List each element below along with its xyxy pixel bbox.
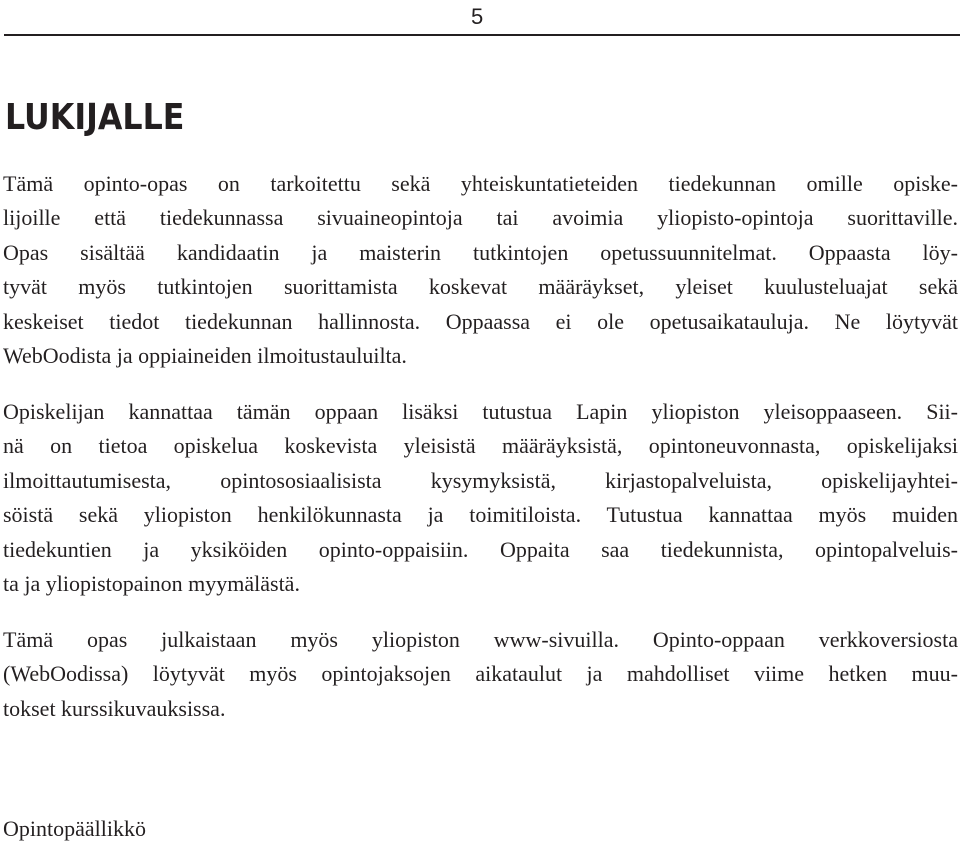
paragraph-line: (WebOodissa) löytyvät myös opintojaksojen aikataulut ja mahdolliset viime hetken muu- bbox=[3, 661, 958, 687]
paragraph-line: WebOodista ja oppiaineiden ilmoitustauluilta. bbox=[3, 343, 407, 369]
paragraph-intro bbox=[3, 167, 958, 373]
paragraph-line: Opiskelijan kannattaa tämän oppaan lisäksi tutustua Lapin yliopiston yleisoppaaseen. Sii- bbox=[3, 399, 958, 424]
paragraph-line: Tämä opinto-opas on tarkoitettu sekä yhteiskuntatieteiden tiedekunnan omille opiske- bbox=[3, 171, 958, 196]
paragraph-line: Opas sisältää kandidaatin ja maisterin tutkintojen opetussuunnitelmat. Oppaasta löy- bbox=[3, 239, 958, 265]
paragraph-web-version bbox=[3, 623, 958, 726]
paragraph-line: söistä sekä yliopiston henkilökunnasta ja toimitiloista. Tutustua kannattaa myös muiden bbox=[3, 502, 958, 528]
paragraph-line: keskeiset tiedot tiedekunnan hallinnosta. Oppaassa ei ole opetusaikatauluja. Ne löytyvät bbox=[3, 308, 958, 334]
page-heading: LUKIJALLE bbox=[5, 97, 185, 138]
paragraph-line: lijoille että tiedekunnassa sivuaineopintoja tai avoimia yliopisto-opintoja suorittaville. bbox=[3, 205, 958, 231]
paragraph-line: nä on tietoa opiskelua koskevista yleisistä määräyksistä, opintoneuvonnasta, opiskelijaksi bbox=[3, 433, 958, 459]
paragraph-line: ilmoittautumisesta, opintososiaalisista kysymyksistä, kirjastopalveluista, opiskelijayhtei- bbox=[3, 467, 958, 493]
page-number: 5 bbox=[471, 4, 484, 29]
signature: Opintopäällikkö bbox=[3, 816, 146, 841]
paragraph-line: Tämä opas julkaistaan myös yliopiston www-sivuilla. Opinto-oppaan verkkoversiosta bbox=[3, 627, 958, 652]
paragraph-line: ta ja yliopistopainon myymälästä. bbox=[3, 571, 300, 597]
paragraph-line: tiedekuntien ja yksiköiden opinto-oppaisiin. Oppaita saa tiedekunnista, opintopalveluis- bbox=[3, 536, 958, 562]
paragraph-line: tyvät myös tutkintojen suorittamista koskevat määräykset, yleiset kuulusteluajat sekä bbox=[3, 274, 958, 300]
header-rule bbox=[4, 34, 960, 36]
paragraph-general-guide bbox=[3, 395, 958, 601]
paragraph-line: tokset kurssikuvauksissa. bbox=[3, 695, 226, 721]
